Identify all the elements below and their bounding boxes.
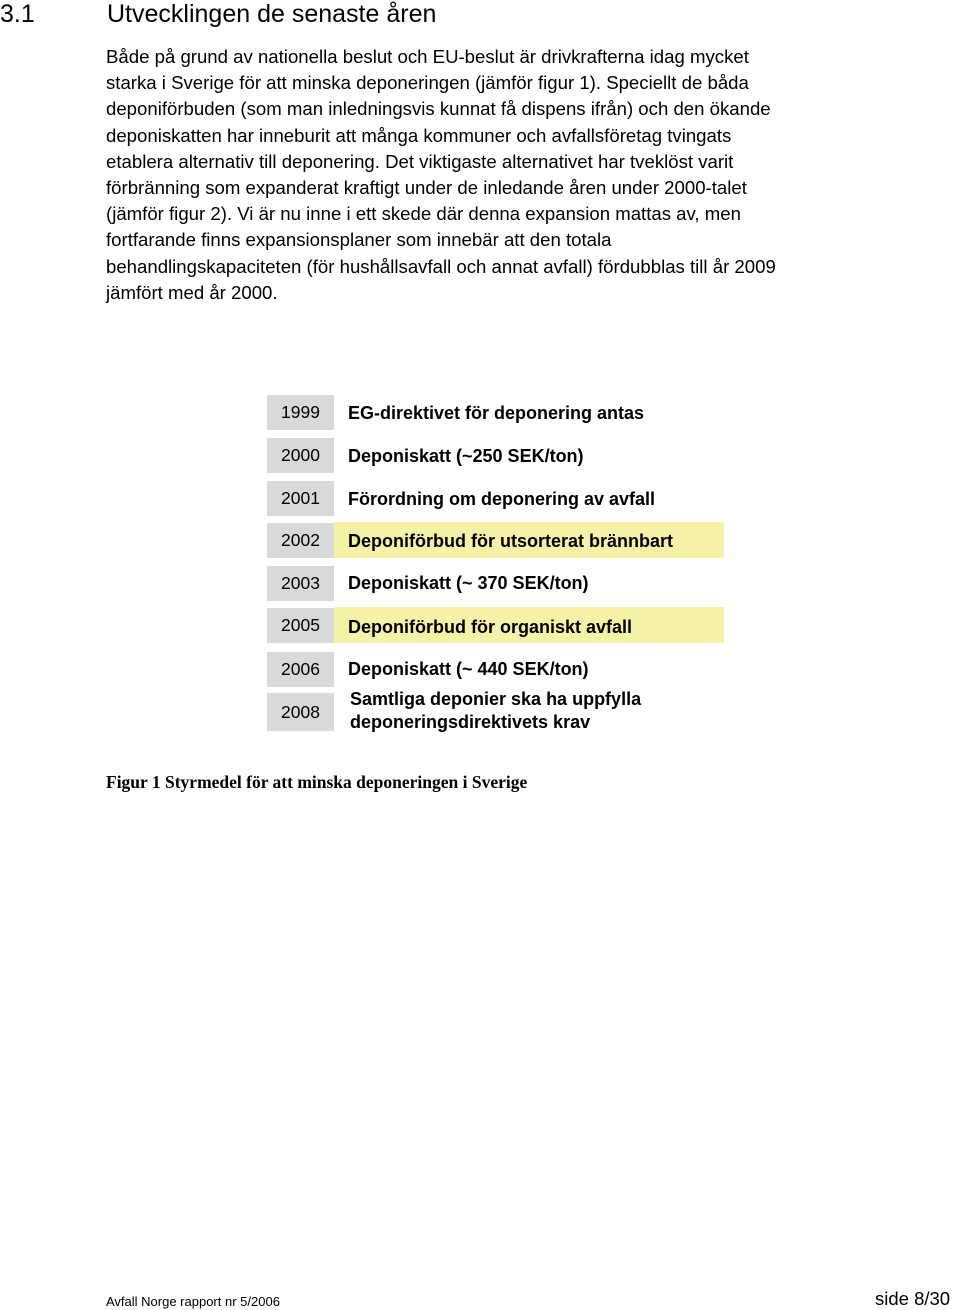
event-text: Förordning om deponering av avfall [348,489,656,509]
year-box: 1999 [267,395,334,430]
footer-report: Avfall Norge rapport nr 5/2006 [106,1294,280,1309]
event-text: Deponiskatt (~ 370 SEK/ton) [348,573,589,593]
paragraph-line: jämfört med år 2000. [106,281,278,303]
year-box: 2005 [267,608,334,643]
event-text: Deponiförbud för organiskt avfall [348,617,633,637]
figure-caption: Figur 1 Styrmedel för att minska deponeringen i Sverige [106,772,528,792]
year-box: 2002 [267,523,334,558]
paragraph-line: Både på grund av nationella beslut och EU-beslut är drivkrafterna idag mycket [106,46,749,67]
body-paragraph [106,44,866,306]
year-box: 2001 [267,481,334,516]
event-text: EG-direktivet för deponering antas [348,403,645,423]
paragraph-line: starka i Sverige för att minska deponeringen (jämför figur 1). Speciellt de båda [106,72,749,94]
event-text-line: deponeringsdirektivets krav [350,712,591,732]
section-heading [0,0,436,28]
paragraph-line: (jämför figur 2). Vi är nu inne i ett skede där denna expansion mattas av, men [106,203,741,225]
section-title: Utvecklingen de senaste åren [107,0,437,28]
paragraph-line: etablera alternativ till deponering. Det viktigaste alternativet har tveklöst varit [106,150,734,172]
section-number: 3.1 [0,0,35,28]
event-text-line: Samtliga deponier ska ha uppfylla [350,689,642,709]
paragraph-line: fortfarande finns expansionsplaner som innebär att den totala [106,229,612,251]
event-text: Deponiförbud för utsorterat brännbart [348,531,673,551]
paragraph-line: deponiförbuden (som man inledningsvis kunnat få dispens ifrån) och den ökande [106,98,771,120]
paragraph-line: förbränning som expanderat kraftigt under de inledande åren under 2000-talet [106,177,747,199]
event-text: Deponiskatt (~250 SEK/ton) [348,446,584,466]
year-box: 2003 [267,566,334,601]
footer-page-number: side 8/30 [875,1288,951,1309]
year-box: 2000 [267,438,334,473]
year-box: 2006 [267,652,334,687]
paragraph-line: behandlingskapaciteten (för hushållsavfall och annat avfall) fördubblas till år 2009 [106,255,776,277]
year-box: 2008 [267,693,334,731]
event-text: Deponiskatt (~ 440 SEK/ton) [348,659,589,679]
event-text [350,688,641,734]
paragraph-line: deponiskatten har inneburit att många kommuner och avfallsföretag tvingats [106,124,732,146]
